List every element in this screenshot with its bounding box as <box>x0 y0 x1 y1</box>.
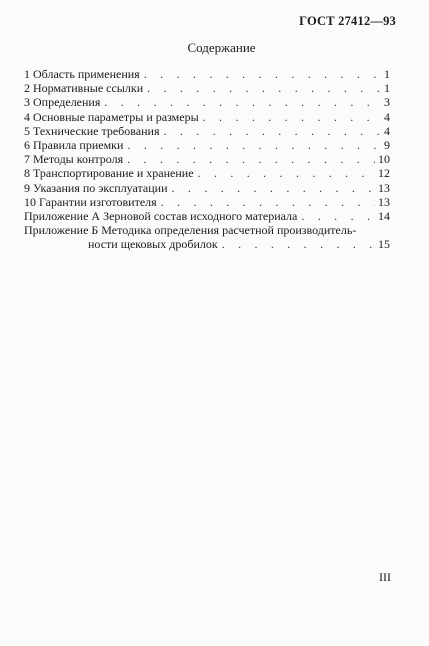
table-of-contents <box>24 67 390 252</box>
toc-entry <box>24 110 390 124</box>
toc-leader-dots <box>301 209 375 223</box>
toc-entry-title: 3 Определения <box>24 95 101 110</box>
toc-entry-page: 13 <box>378 180 390 195</box>
toc-entry-page: 3 <box>384 95 390 110</box>
toc-entry <box>24 95 390 109</box>
toc-entry-page: 4 <box>384 123 390 138</box>
toc-entry-title: Приложение Б Методика определения расчетной производитель- <box>24 223 357 238</box>
toc-heading: Содержание <box>187 40 256 55</box>
toc-entry-title: 6 Правила приемки <box>24 138 124 153</box>
toc-leader-dots <box>198 166 375 180</box>
toc-leader-dots <box>127 138 379 152</box>
toc-leader-dots <box>203 110 379 124</box>
toc-entry <box>24 166 390 180</box>
toc-entry-title: 2 Нормативные ссылки <box>24 81 144 96</box>
toc-entry-page: 9 <box>384 138 390 153</box>
toc-entry-page: 4 <box>384 109 390 124</box>
toc-entry <box>24 124 390 138</box>
toc-leader-dots <box>144 67 379 81</box>
toc-entry <box>24 81 390 95</box>
toc-entry <box>24 138 390 152</box>
toc-entry-continuation <box>24 237 390 251</box>
document-code: ГОСТ 27412—93 <box>299 14 396 28</box>
toc-entry-page: 14 <box>378 209 390 224</box>
toc-entry <box>24 195 390 209</box>
toc-entry-page: 13 <box>378 194 390 209</box>
toc-entry-page: 1 <box>384 81 390 96</box>
toc-entry-title: 7 Методы контроля <box>24 152 124 167</box>
toc-leader-dots <box>163 124 379 138</box>
page-number: III <box>379 570 391 584</box>
toc-leader-dots <box>104 95 379 109</box>
toc-entry-title: 10 Гарантии изготовителя <box>24 194 157 209</box>
toc-leader-dots <box>147 81 379 95</box>
toc-entry <box>24 152 390 166</box>
toc-entry-page: 15 <box>378 237 390 252</box>
toc-leader-dots <box>161 195 375 209</box>
toc-entry <box>24 67 390 81</box>
toc-entry-title: 8 Транспортирование и хранение <box>24 166 194 181</box>
toc-entry-page: 10 <box>378 152 390 167</box>
toc-entry <box>24 181 390 195</box>
toc-entry-title: Приложение А Зерновой состав исходного материала <box>24 209 298 224</box>
toc-entry-page: 1 <box>384 67 390 81</box>
toc-entry-title: 1 Область применения <box>24 67 140 81</box>
toc-entry-title: 5 Технические требования <box>24 123 160 138</box>
toc-entry-title: 9 Указания по эксплуатации <box>24 180 168 195</box>
toc-leader-dots <box>222 237 375 251</box>
toc-leader-dots <box>172 181 375 195</box>
toc-entry-title: 4 Основные параметры и размеры <box>24 109 199 124</box>
toc-entry <box>24 209 390 223</box>
toc-entry <box>24 223 390 237</box>
toc-leader-dots <box>127 152 375 166</box>
toc-entry-page: 12 <box>378 166 390 181</box>
toc-entry-title-continuation: ности щековых дробилок <box>88 237 218 252</box>
